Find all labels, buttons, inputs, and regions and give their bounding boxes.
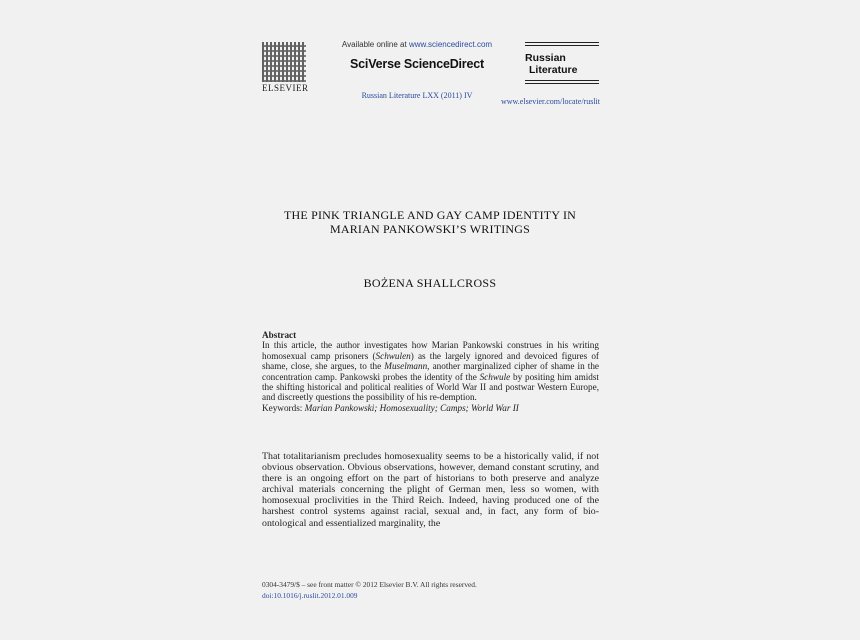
journal-name bbox=[525, 48, 599, 80]
journal-logo bbox=[525, 42, 599, 86]
available-prefix: Available online at bbox=[341, 40, 409, 49]
keywords bbox=[262, 403, 599, 413]
publisher-name: ELSEVIER bbox=[262, 83, 309, 93]
abstract-text: In this article, the author investigates how Marian Pankowski construes in his writing homosexual camp prisoners (Schwulen) as the largely ignored and devoiced figures of shame, close, she argues, to the Muselmann, another marginalized cipher of shame in the concentration camp. Pankowski probes the identity of the Schwule by positing him amidst the shifting historical and political realities of World War II and postwar Western Europe, and discreetly questions the possibility of his re-demption. bbox=[262, 340, 599, 403]
title-line-1: THE PINK TRIANGLE AND GAY CAMP IDENTITY IN bbox=[283, 208, 577, 222]
abstract bbox=[262, 330, 599, 413]
available-online bbox=[320, 40, 514, 49]
elsevier-logo bbox=[262, 42, 308, 92]
keywords-list: Marian Pankowski; Homosexuality; Camps; World War II bbox=[304, 402, 519, 413]
sciverse-brand: SciVerse ScienceDirect bbox=[350, 57, 484, 71]
article-title bbox=[262, 208, 598, 236]
abstract-heading: Abstract bbox=[262, 330, 297, 340]
copyright-line: 0304-3479/$ – see front matter © 2012 Elsevier B.V. All rights reserved. bbox=[262, 580, 477, 589]
header-center bbox=[320, 40, 514, 100]
tree-emblem-icon bbox=[262, 42, 306, 82]
keywords-label: Keywords: bbox=[262, 402, 305, 413]
journal-url[interactable]: www.elsevier.com/locate/ruslit bbox=[500, 97, 600, 106]
sciencedirect-link[interactable]: www.sciencedirect.com bbox=[408, 40, 493, 49]
body-paragraph: That totalitarianism precludes homosexuality seems to be a historically valid, if not obvious observation. Obvious observations, however, demand constant scrutiny, and there is an ongoing effort on the part of historians to both preserve and analyze archival materials concerning the plight of German men, less so women, with homosexual proclivities in the Third Reich. Indeed, having produced one of the harshest control systems against racial, sexual and, in fact, any form of bio-ontological and essentialized marginality, the bbox=[262, 451, 599, 529]
journal-issue[interactable]: Russian Literature LXX (2011) IV bbox=[361, 91, 473, 100]
footer bbox=[262, 580, 599, 601]
journal-name-line1: Russian bbox=[525, 52, 566, 64]
author-name: BOŻENA SHALLCROSS bbox=[363, 276, 497, 290]
doi-link[interactable]: doi:10.1016/j.ruslit.2012.01.009 bbox=[262, 590, 358, 600]
journal-name-line2: Literature bbox=[529, 64, 578, 76]
title-line-2: MARIAN PANKOWSKI’S WRITINGS bbox=[329, 222, 531, 236]
